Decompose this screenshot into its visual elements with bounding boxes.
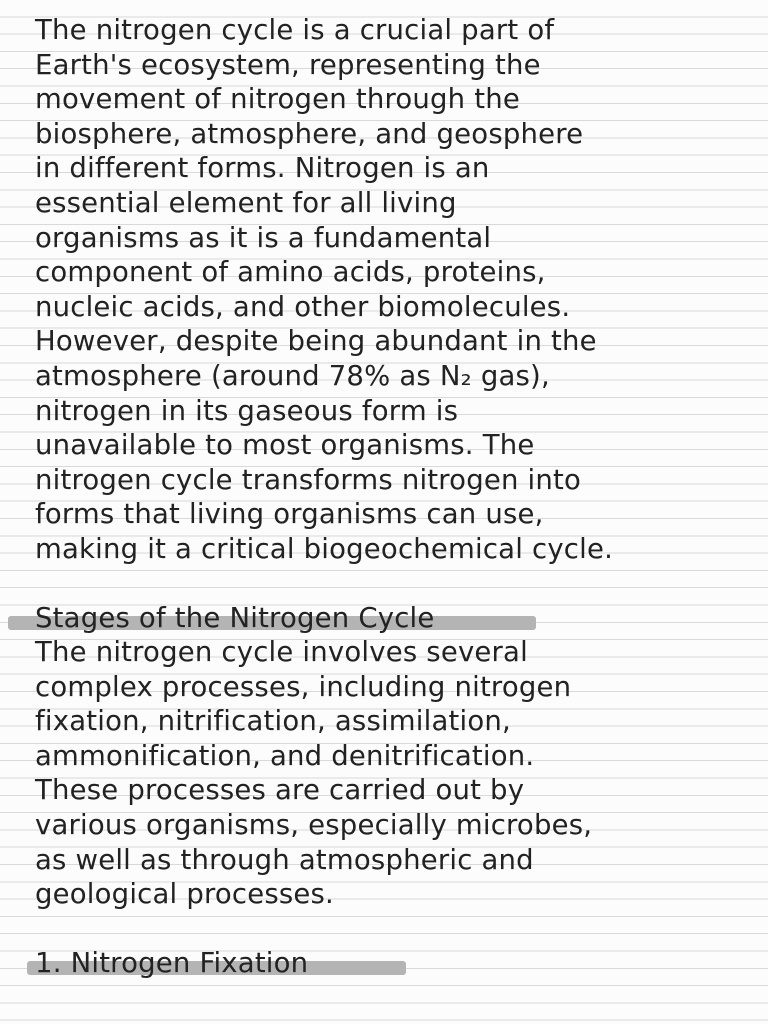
- text-line: geological processes.: [35, 878, 334, 911]
- text-line: component of amino acids, proteins,: [35, 256, 546, 289]
- text-line: biosphere, atmosphere, and geosphere: [35, 117, 584, 150]
- text-line: essential element for all living: [35, 186, 457, 219]
- text-line: Earth's ecosystem, representing the: [35, 48, 541, 81]
- text-line: various organisms, especially microbes,: [35, 808, 593, 841]
- intro-paragraph: [35, 13, 613, 567]
- text-line: These processes are carried out by: [35, 774, 525, 807]
- text-line: organisms as it is a fundamental: [35, 221, 492, 254]
- text-line: nitrogen in its gaseous form is: [35, 394, 459, 427]
- stages-heading-text: Stages of the Nitrogen Cycle: [35, 602, 435, 634]
- text-line: fixation, nitrification, assimilation,: [35, 705, 511, 738]
- fixation-heading-text: 1. Nitrogen Fixation: [35, 947, 309, 979]
- text-line: The nitrogen cycle is a crucial part of: [35, 14, 555, 46]
- text-line: atmosphere (around 78% as N₂ gas),: [35, 359, 550, 392]
- stages-paragraph: [35, 635, 592, 912]
- text-line: ammonification, and denitrification.: [35, 739, 535, 772]
- text-line: complex processes, including nitrogen: [35, 670, 572, 703]
- text-line: forms that living organisms can use,: [35, 498, 544, 531]
- text-line: nucleic acids, and other biomolecules.: [35, 290, 571, 323]
- text-line: as well as through atmospheric and: [35, 843, 534, 876]
- text-line: in different forms. Nitrogen is an: [35, 152, 490, 185]
- text-line: The nitrogen cycle involves several: [35, 636, 528, 668]
- text-line: making it a critical biogeochemical cycle.: [35, 532, 614, 565]
- text-line: movement of nitrogen through the: [35, 83, 520, 116]
- text-line: However, despite being abundant in the: [35, 325, 597, 358]
- text-line: nitrogen cycle transforms nitrogen into: [35, 463, 582, 496]
- text-line: unavailable to most organisms. The: [35, 429, 535, 462]
